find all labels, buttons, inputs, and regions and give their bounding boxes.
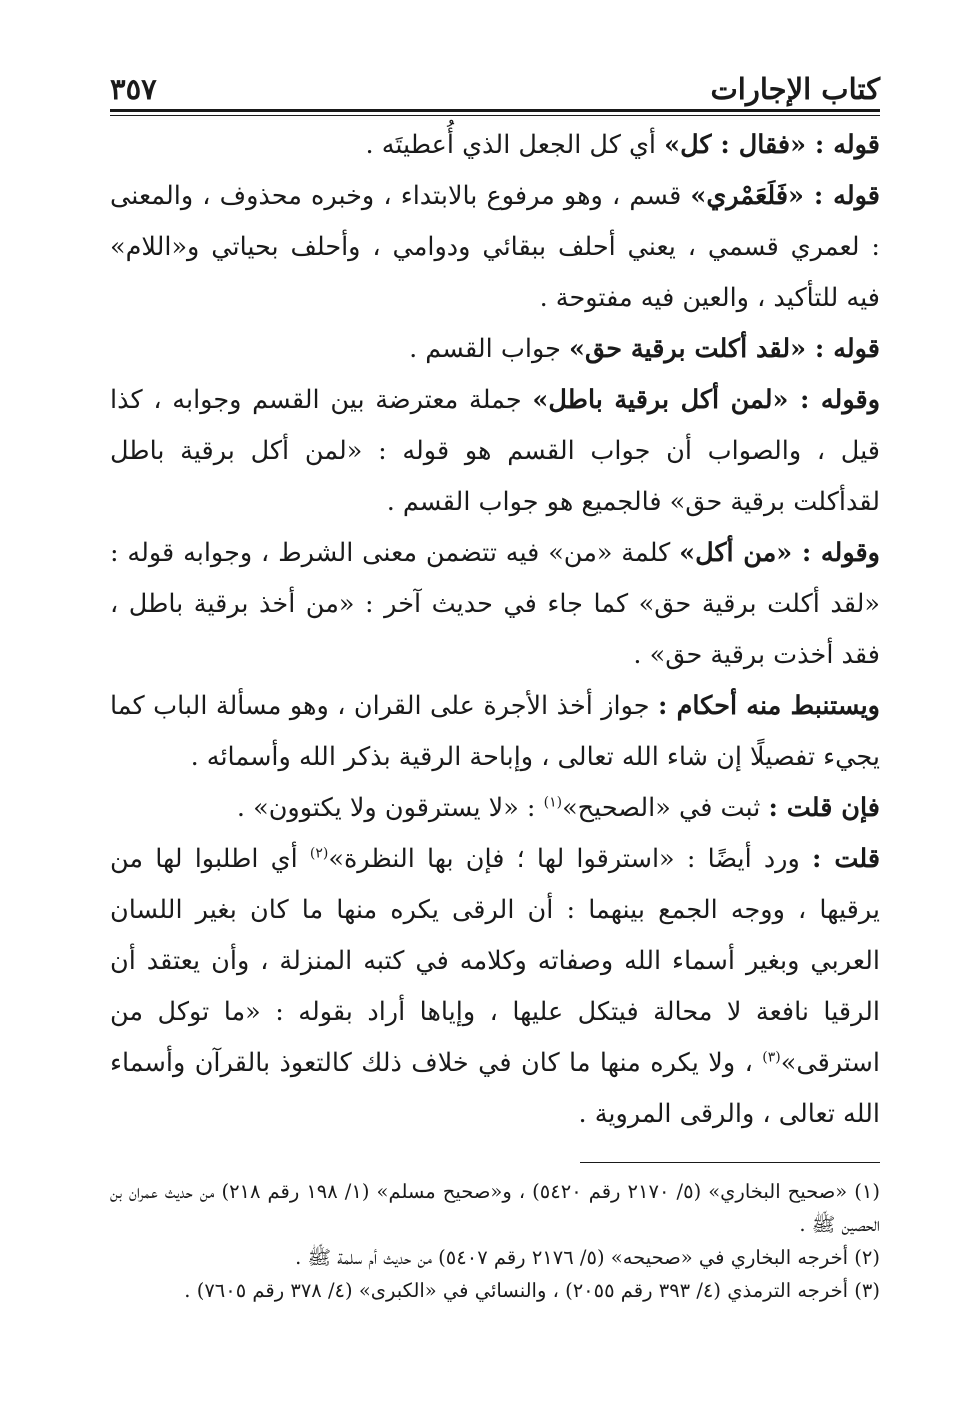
footnote-marker[interactable]: (٢) xyxy=(309,845,329,862)
paragraph-lead: قلت : xyxy=(811,844,881,874)
footnote-separator xyxy=(580,1162,880,1163)
body-text xyxy=(110,120,880,1140)
paragraph-text: أي اطلبوا لها من يرقيها ، ووجه الجمع بينهما : أن الرقى يكره منها ما كان بغير اللسان العربي وبغير أسماء الله وصفاته وكلامه في كتبه المنزلة ، وأن يعتقد أن الرقيا نافعة لا محالة فيتكل عليها ، وإياها أراد بقوله : «ما توكل من استرقى» xyxy=(110,844,880,1078)
footnote-text: «صحيح البخاري» (٥/ ٢١٧٠ رقم ٥٤٢٠) ، و«صحيح مسلم» (١/ ١٩٨ رقم ٢١٨) من حديث عمران بن الحصين ﷺ . xyxy=(110,1180,880,1236)
page-number: ٣٥٧ xyxy=(110,72,157,106)
paragraph-lead: قوله : «فَلَعَمْري» xyxy=(690,181,880,211)
paragraph-text: كلمة «من» فيه تتضمن معنى الشرط ، وجوابه قوله : «لقد أكلت برقية حق» كما جاء في حديث آخر : «من أخذ برقية باطل ، فقد أخذت برقية حق» . xyxy=(110,538,880,670)
paragraph-lead: قوله : «فقال : كل» xyxy=(664,130,880,160)
paragraph-text: ثبت في «الصحيح» xyxy=(562,793,769,823)
footnote-marker[interactable]: (٣) xyxy=(762,1049,781,1066)
paragraph-lead: قوله : «لقد أكلت برقية حق» xyxy=(569,334,880,364)
footnote xyxy=(110,1241,880,1274)
paragraph-text: جواب القسم . xyxy=(409,334,569,364)
paragraph xyxy=(110,171,880,324)
paragraph-lead: وقوله : «لمن أكل برقية باطل» xyxy=(532,385,881,415)
footnote-marker[interactable]: (١) xyxy=(543,794,563,811)
paragraph-text: قسم ، وهو مرفوع بالابتداء ، وخبره محذوف ، والمعنى : لعمري قسمي ، يعني أحلف ببقائي ودوامي ، وأحلف بحياتي و«اللام» فيه للتأكيد ، والعين فيه مفتوحة . xyxy=(110,181,880,313)
header-rule-thick xyxy=(110,109,880,112)
header-rule-thin xyxy=(110,115,880,116)
running-title: كتاب الإجارات xyxy=(710,72,880,106)
paragraph-text: ورد أيضًا : «استرقوا لها ؛ فإن بها النظرة» xyxy=(328,844,812,874)
footnote-number: (١) xyxy=(854,1180,880,1203)
paragraph-text: أي كل الجعل الذي أُعطيتَه . xyxy=(365,130,665,160)
paragraph-text: جواز أخذ الأجرة على القران ، وهو مسألة الباب كما يجيء تفصيلًا إن شاء الله تعالى ، وإباحة الرقية بذكر الله وأسمائه . xyxy=(110,691,880,772)
paragraph xyxy=(110,324,880,375)
paragraph xyxy=(110,834,880,1140)
paragraph xyxy=(110,120,880,171)
footnotes xyxy=(110,1175,880,1307)
paragraph-lead: ويستنبط منه أحكام : xyxy=(658,691,880,721)
paragraph xyxy=(110,528,880,681)
paragraph-lead: فإن قلت : xyxy=(768,793,880,823)
paragraph-text: : «لا يسترقون ولا يكتوون» . xyxy=(236,793,544,823)
paragraph-lead: وقوله : «من أكل» xyxy=(679,538,880,568)
paragraph-text: جملة معترضة بين القسم وجوابه ، كذا قيل ، والصواب أن جواب القسم هو قوله : «لمن أكل برقية باطل لقدأكلت برقية حق» فالجميع هو جواب القسم . xyxy=(110,385,880,517)
footnote-text: أخرجه البخاري في «صحيحه» (٥/ ٢١٧٦ رقم ٥٤٠٧) من حديث أم سلمة ﷺ . xyxy=(295,1246,855,1269)
footnote-text: أخرجه الترمذي (٤/ ٣٩٣ رقم ٢٠٥٥) ، والنسائي في «الكبرى» (٤/ ٣٧٨ رقم ٧٦٠٥) . xyxy=(184,1279,855,1302)
paragraph xyxy=(110,681,880,783)
paragraph-text: ، ولا يكره منها ما كان في خلاف ذلك كالتعوذ بالقرآن وأسماء الله تعالى ، والرقى المروية . xyxy=(110,1048,880,1129)
footnote-number: (٣) xyxy=(854,1279,880,1302)
footnote-number: (٢) xyxy=(854,1246,880,1269)
page-header xyxy=(110,62,880,106)
paragraph xyxy=(110,783,880,834)
footnote xyxy=(110,1175,880,1241)
paragraph xyxy=(110,375,880,528)
footnote xyxy=(110,1274,880,1307)
book-page xyxy=(110,62,880,1307)
